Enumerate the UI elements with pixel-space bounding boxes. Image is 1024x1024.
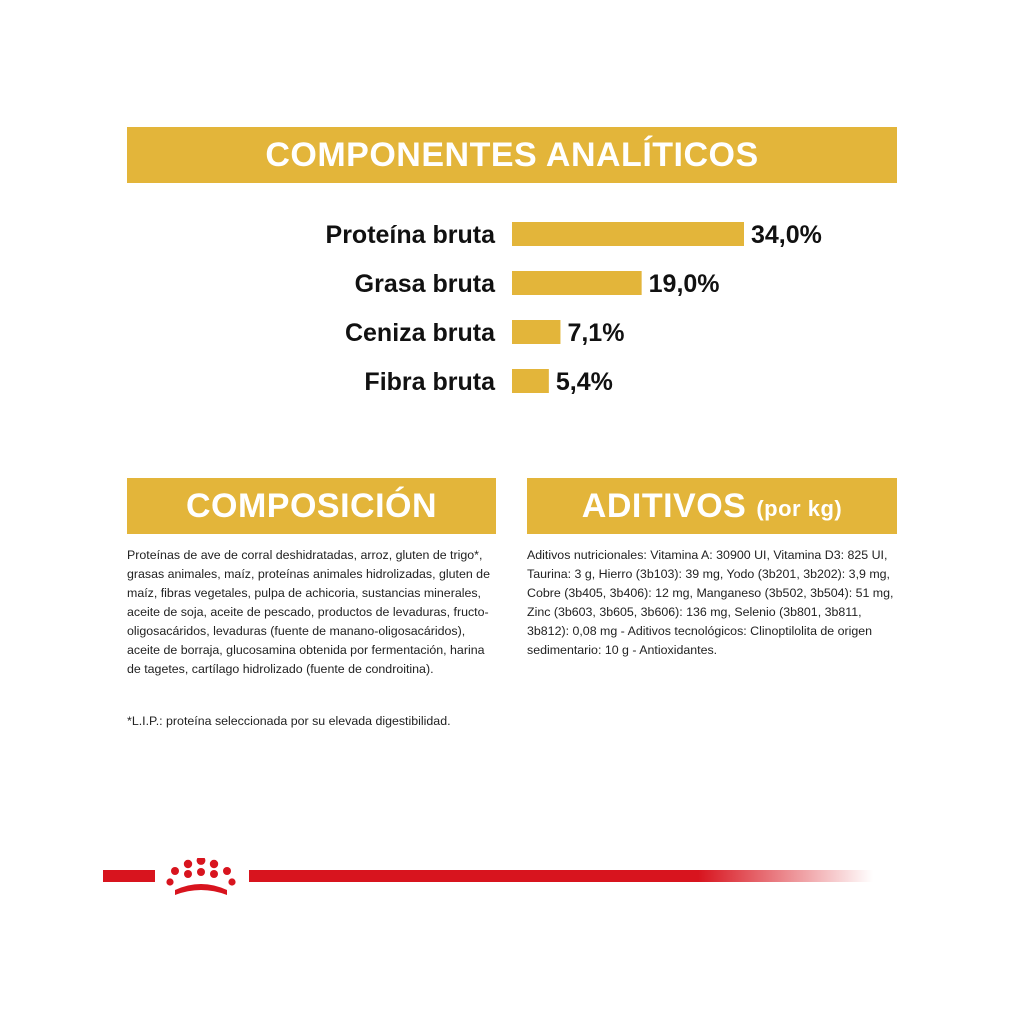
composition-text: Proteínas de ave de corral deshidratadas, arroz, gluten de trigo*, grasas animales, maíz, proteínas animales hidrolizadas, gluten de maíz, fibras vegetales, pulpa de achicoria, sustancias minerales, aceite de soja, aceite de pescado, productos de levaduras, fructo-oligosacáridos, levaduras (fuente de manano-oligosacáridos), aceite de borraja, glucosamina obtenida por fermentación, harina de tagetes, cartílago hidrolizado (fuente de condroitina). <box>127 548 490 676</box>
category-label: Proteína bruta <box>325 221 495 249</box>
value-label: 19,0% <box>648 270 720 298</box>
value-label: 5,4% <box>555 368 613 396</box>
composition-footnote: *L.I.P.: proteína seleccionada por su elevada digestibilidad. <box>127 714 451 728</box>
composition-banner <box>127 478 496 534</box>
additives-subtitle: (por kg) <box>756 496 843 521</box>
analytic-bar-chart <box>0 200 1024 420</box>
composition-title: COMPOSICIÓN <box>185 486 438 525</box>
analytic-components-title: COMPONENTES ANALÍTICOS <box>265 135 759 174</box>
bar <box>512 271 642 295</box>
value-label: 34,0% <box>751 221 822 249</box>
category-label: Fibra bruta <box>364 368 495 396</box>
crown-logo-icon <box>166 858 235 895</box>
bar <box>512 320 560 344</box>
value-label: 7,1% <box>567 319 625 347</box>
additives-text: Aditivos nutricionales: Vitamina A: 30900 UI, Vitamina D3: 825 UI, Taurina: 3 g, Hierro (3b103): 39 mg, Yodo (3b201, 3b202): 3,9 mg, Cobre (3b405, 3b406): 12 mg, Manganeso (3b502, 3b504): 51 mg, Zinc (3b603, 3b605, 3b606): 136 mg, Selenio (3b801, 3b811, 3b812): 0,08 mg - Aditivos tecnológicos: Clinoptilolita de origen sedimentario: 10 g - Antioxidantes. <box>527 548 894 657</box>
bar <box>512 369 549 393</box>
brand-footer-line <box>103 858 873 898</box>
analytic-components-banner <box>127 127 897 183</box>
additives-banner <box>527 478 897 534</box>
bar <box>512 222 744 246</box>
category-label: Grasa bruta <box>354 270 495 298</box>
additives-title: ADITIVOS <box>581 486 747 525</box>
category-label: Ceniza bruta <box>344 319 495 347</box>
